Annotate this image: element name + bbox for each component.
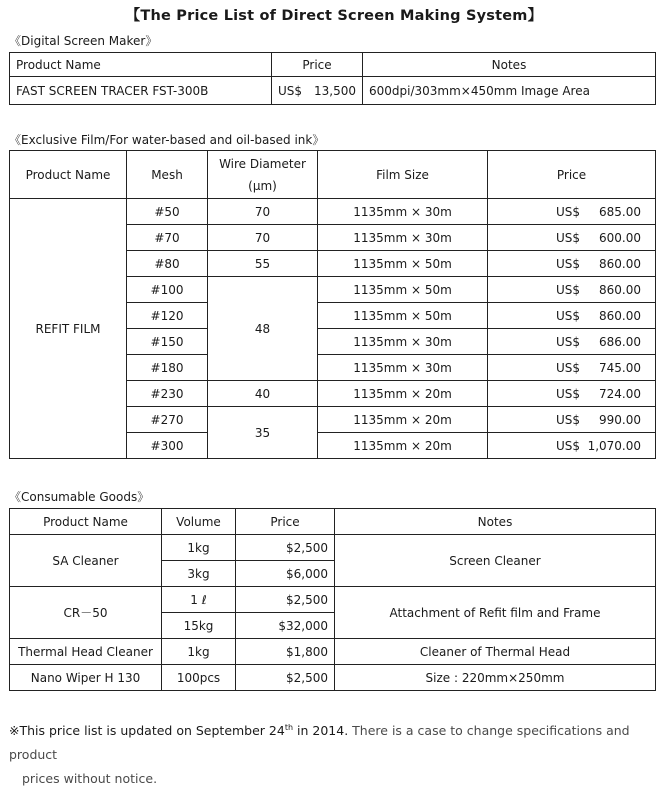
price-cell [488,251,656,277]
product-name-cell: Thermal Head Cleaner [10,639,162,665]
product-name-cell: SA Cleaner [10,535,162,587]
film-size-cell: 1135mm × 20m [318,433,488,459]
currency-label: US$ [556,204,581,219]
currency-label: US$ [556,230,581,245]
header-price: Price [236,509,335,535]
currency-label: US$ [556,386,581,401]
section-heading-film: 《Exclusive Film/For water-based and oil-based ink》 [9,133,325,147]
header-notes: Notes [363,53,656,77]
film-size-cell: 1135mm × 30m [318,355,488,381]
price-cell [488,277,656,303]
price-cell [488,407,656,433]
footnote-disclaimer: There is a case to change specifications and product [9,723,630,763]
price-amount: 860.00 [599,308,641,323]
wire-diameter-cell: 70 [208,225,318,251]
price-cell [488,329,656,355]
price-amount: 724.00 [599,386,641,401]
header-price: Price [488,151,656,199]
mesh-cell: #50 [127,199,208,225]
product-name-cell: FAST SCREEN TRACER FST-300B [10,77,272,105]
film-size-cell: 1135mm × 30m [318,225,488,251]
price-cell [488,303,656,329]
section-heading-consumable: 《Consumable Goods》 [9,490,150,504]
header-product-name: Product Name [10,151,127,199]
wire-diameter-cell: 48 [208,277,318,381]
refit-film-table [9,150,656,459]
price-cell: $32,000 [236,613,335,639]
header-notes: Notes [335,509,656,535]
currency-label: US$ [556,360,581,375]
product-name-cell: REFIT FILM [10,199,127,459]
volume-cell: 3kg [162,561,236,587]
header-mesh: Mesh [127,151,208,199]
film-size-cell: 1135mm × 30m [318,199,488,225]
mesh-cell: #300 [127,433,208,459]
footnote-prefix: ※This price list is updated on September 24 [9,723,285,739]
price-cell: $1,800 [236,639,335,665]
product-name-cell: Nano Wiper H 130 [10,665,162,691]
price-cell [488,381,656,407]
header-volume: Volume [162,509,236,535]
wire-diameter-label: Wire Diameter [219,156,306,171]
price-amount: 745.00 [599,360,641,375]
notes-cell: Cleaner of Thermal Head [335,639,656,665]
mesh-cell: #80 [127,251,208,277]
price-cell: $2,500 [236,535,335,561]
table-row [10,199,656,225]
film-size-cell: 1135mm × 20m [318,381,488,407]
product-name-cell: CR－50 [10,587,162,639]
volume-cell: 1kg [162,535,236,561]
price-amount: 860.00 [599,282,641,297]
table-row [10,665,656,691]
currency-label: US$ [556,412,581,427]
price-cell: $6,000 [236,561,335,587]
footnote-year: in 2014. [293,723,353,739]
price-amount: 685.00 [599,204,641,219]
price-amount: 13,500 [314,83,356,98]
table-row [10,587,656,613]
mesh-cell: #180 [127,355,208,381]
notes-cell: 600dpi/303mm×450mm Image Area [363,77,656,105]
header-product-name: Product Name [10,509,162,535]
mesh-cell: #150 [127,329,208,355]
currency-label: US$ [278,83,303,98]
notes-cell: Size : 220mm×250mm [335,665,656,691]
consumable-goods-table [9,508,656,691]
section-heading-digital: 《Digital Screen Maker》 [9,34,158,48]
wire-diameter-unit: (μm) [248,178,277,193]
currency-label: US$ [556,334,581,349]
price-cell: $2,500 [236,587,335,613]
price-amount: 990.00 [599,412,641,427]
price-cell: $2,500 [236,665,335,691]
wire-diameter-cell: 55 [208,251,318,277]
footnote [9,716,649,791]
price-cell [488,433,656,459]
currency-label: US$ [556,308,581,323]
mesh-cell: #70 [127,225,208,251]
mesh-cell: #120 [127,303,208,329]
volume-cell: 15kg [162,613,236,639]
volume-cell: 100pcs [162,665,236,691]
price-amount: 860.00 [599,256,641,271]
mesh-cell: #100 [127,277,208,303]
film-size-cell: 1135mm × 30m [318,329,488,355]
digital-screen-maker-table [9,52,656,105]
notes-cell: Attachment of Refit film and Frame [335,587,656,639]
film-size-cell: 1135mm × 20m [318,407,488,433]
film-size-cell: 1135mm × 50m [318,303,488,329]
header-wire-diameter [208,151,318,199]
film-size-cell: 1135mm × 50m [318,251,488,277]
table-row [10,535,656,561]
header-price: Price [272,53,363,77]
wire-diameter-cell: 35 [208,407,318,459]
footnote-date-suffix: th [284,723,294,732]
currency-label: US$ [556,282,581,297]
price-cell [488,355,656,381]
volume-cell: 1 ℓ [162,587,236,613]
table-row [10,77,656,105]
header-product-name: Product Name [10,53,272,77]
price-amount: 686.00 [599,334,641,349]
price-amount: 1,070.00 [587,438,641,453]
price-amount: 600.00 [599,230,641,245]
footnote-disclaimer-cont: prices without notice. [22,771,158,787]
volume-cell: 1kg [162,639,236,665]
header-film-size: Film Size [318,151,488,199]
currency-label: US$ [556,256,581,271]
film-size-cell: 1135mm × 50m [318,277,488,303]
wire-diameter-cell: 40 [208,381,318,407]
currency-label: US$ [556,438,581,453]
table-row [10,639,656,665]
notes-cell: Screen Cleaner [335,535,656,587]
mesh-cell: #230 [127,381,208,407]
page-title: 【The Price List of Direct Screen Making System】 [125,8,543,24]
price-cell [272,77,363,105]
wire-diameter-cell: 70 [208,199,318,225]
price-cell [488,199,656,225]
price-cell [488,225,656,251]
mesh-cell: #270 [127,407,208,433]
